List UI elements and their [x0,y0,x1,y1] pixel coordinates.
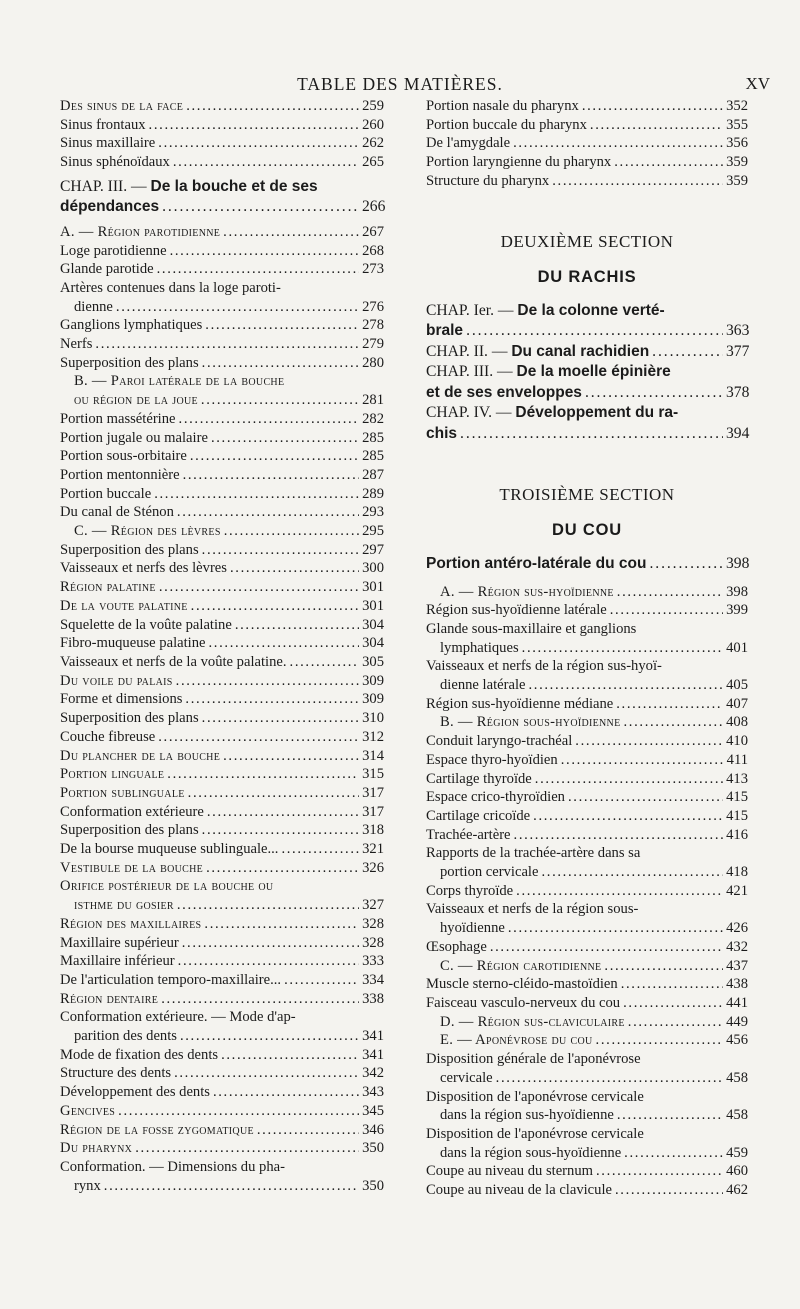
chapter-heading[interactable]: CHAP. III. — De la moelle épinière [426,363,671,381]
toc-entry[interactable]: Conformation extérieure . . . 317 [60,803,384,822]
toc-entry[interactable]: Maxillaire inférieur . . . 333 [60,952,384,971]
toc-entry[interactable]: Corps thyroïde . . . 421 [426,882,748,901]
toc-entry[interactable]: hyoïdienne . . . 426 [426,919,748,938]
toc-entry[interactable]: Portion sublinguale . . . 317 [60,784,384,803]
toc-entry[interactable]: Coupe au niveau de la clavicule . . . 462 [426,1181,748,1200]
toc-entry[interactable]: Glande parotide . . . 273 [60,260,384,279]
section-title: TROISIÈME SECTION [499,485,675,505]
toc-entry[interactable]: Œsophage . . . 432 [426,938,748,957]
toc-entry[interactable]: Superposition des plans . . . 318 [60,821,384,840]
toc-entry[interactable]: Forme et dimensions . . . 309 [60,690,384,709]
running-title: TABLE DES MATIÈRES. [297,74,503,94]
section-subtitle: DU RACHIS [537,267,637,286]
toc-entry[interactable]: Vaisseaux et nerfs des lèvres . . . 300 [60,559,384,578]
toc-entry[interactable]: Maxillaire supérieur . . . 328 [60,934,384,953]
toc-entry[interactable]: rynx . . . 350 [60,1177,384,1196]
toc-entry[interactable]: isthme du gosier . . . 327 [60,896,384,915]
toc-entry[interactable]: ou région de la joue . . . 281 [60,391,384,410]
toc-entry[interactable]: A. — Région parotidienne . . . 267 [60,223,384,242]
toc-entry[interactable]: dans la région sus-hyoïdienne . . . 458 [426,1106,748,1125]
toc-entry[interactable]: Structure des dents . . . 342 [60,1064,384,1083]
toc-entry-line: Rapports de la trachée-artère dans sa [426,845,641,862]
chapter-heading-end[interactable]: dépendances . . . 266 [60,197,384,218]
toc-entry[interactable]: Squelette de la voûte palatine . . . 304 [60,616,384,635]
toc-entry[interactable]: Sinus frontaux . . . 260 [60,116,384,135]
toc-entry[interactable]: Couche fibreuse . . . 312 [60,728,384,747]
section-subtitle: DU COU [552,521,622,540]
part-heading[interactable]: Portion antéro-latérale du cou . . . 398 [426,554,748,575]
chapter-heading[interactable]: CHAP. Ier. — De la colonne verté- [426,301,665,319]
right-column [426,97,748,1200]
toc-entry[interactable]: Portion mentonnière . . . 287 [60,466,384,485]
toc-entry[interactable]: Gencives . . . 345 [60,1102,384,1121]
toc-entry[interactable]: Du voile du palais . . . 309 [60,672,384,691]
toc-entry[interactable]: Région de la fosse zygomatique . . . 346 [60,1121,384,1140]
toc-entry[interactable]: dienne . . . 276 [60,298,384,317]
toc-entry-line: Disposition de l'aponévrose cervicale [426,1088,644,1105]
toc-entry[interactable]: dans la région sous-hyoïdienne . . . 459 [426,1144,748,1163]
toc-entry[interactable]: Développement des dents . . . 343 [60,1083,384,1102]
toc-entry[interactable]: Mode de fixation des dents . . . 341 [60,1046,384,1065]
toc-entry-line: Conformation extérieure. — Mode d'ap- [60,1009,296,1026]
toc-entry-line: Disposition générale de l'aponévrose [426,1051,641,1068]
toc-entry-line: B. — Paroi latérale de la bouche [74,373,285,390]
toc-entry[interactable]: Portion buccale . . . 289 [60,485,384,504]
toc-entry[interactable]: Sinus sphénoïdaux . . . 265 [60,153,384,172]
toc-entry[interactable]: Du canal de Sténon . . . 293 [60,503,384,522]
toc-entry[interactable]: Vaisseaux et nerfs de la voûte palatine. . . . 305 [60,653,384,672]
toc-entry[interactable]: D. — Région sus-claviculaire . . . 449 [426,1013,748,1032]
toc-entry[interactable]: Portion buccale du pharynx . . . 355 [426,116,748,135]
toc-entry-line: Vaisseaux et nerfs de la région sus-hyoï- [426,658,662,675]
toc-entry[interactable]: C. — Région carotidienne . . . 437 [426,957,748,976]
toc-entry-line: Glande sous-maxillaire et ganglions [426,620,637,637]
page-number: XV [745,74,770,93]
toc-entry[interactable]: Du plancher de la bouche . . . 314 [60,747,384,766]
left-column [60,97,384,1195]
toc-entry[interactable]: Superposition des plans . . . 280 [60,354,384,373]
chapter-heading-end[interactable]: brale . . . 363 [426,321,748,342]
toc-entry[interactable]: Nerfs . . . 279 [60,335,384,354]
toc-entry[interactable]: C. — Région des lèvres . . . 295 [60,522,384,541]
toc-entry[interactable]: De l'articulation temporo-maxillaire... . . . 334 [60,971,384,990]
toc-entry[interactable]: Sinus maxillaire . . . 262 [60,134,384,153]
toc-entry[interactable]: De l'amygdale . . . 356 [426,134,748,153]
toc-entry[interactable]: Cartilage thyroïde . . . 413 [426,770,748,789]
toc-entry[interactable]: dienne latérale . . . 405 [426,676,748,695]
toc-entry-line: Conformation. — Dimensions du pha- [60,1158,285,1175]
toc-entry[interactable]: Espace thyro-hyoïdien . . . 411 [426,751,748,770]
toc-entry[interactable]: Faisceau vasculo-nerveux du cou . . . 441 [426,994,748,1013]
toc-entry[interactable]: Portion sous-orbitaire . . . 285 [60,447,384,466]
toc-entry[interactable]: cervicale . . . 458 [426,1069,748,1088]
toc-entry[interactable]: Ganglions lymphatiques . . . 278 [60,316,384,335]
toc-entry-line: Artères contenues dans la loge paroti- [60,279,281,296]
toc-entry-line: Disposition de l'aponévrose cervicale [426,1125,644,1142]
toc-entry[interactable]: E. — Aponévrose du cou . . . 456 [426,1031,748,1050]
toc-entry[interactable]: Coupe au niveau du sternum . . . 460 [426,1162,748,1181]
toc-entry[interactable]: Portion laryngienne du pharynx . . . 359 [426,153,748,172]
toc-entry[interactable]: Région sus-hyoïdienne médiane . . . 407 [426,695,748,714]
toc-entry[interactable]: Du pharynx . . . 350 [60,1139,384,1158]
toc-entry[interactable]: Superposition des plans . . . 310 [60,709,384,728]
toc-entry[interactable]: Des sinus de la face . . . 259 [60,97,384,116]
toc-entry[interactable]: Portion linguale . . . 315 [60,765,384,784]
chapter-heading-end[interactable]: et de ses enveloppes . . . 378 [426,383,748,404]
toc-entry[interactable]: Muscle sterno-cléido-mastoïdien . . . 438 [426,975,748,994]
chapter-heading-end[interactable]: chis . . . 394 [426,424,748,445]
toc-entry[interactable]: Portion nasale du pharynx . . . 352 [426,97,748,116]
toc-entry[interactable]: B. — Région sous-hyoïdienne . . . 408 [426,713,748,732]
page-header [30,74,770,98]
toc-entry[interactable]: parition des dents . . . 341 [60,1027,384,1046]
toc-entry[interactable]: Superposition des plans . . . 297 [60,541,384,560]
toc-entry[interactable]: Portion massétérine . . . 282 [60,410,384,429]
toc-entry[interactable]: Région sus-hyoïdienne latérale . . . 399 [426,601,748,620]
toc-entry[interactable]: Fibro-muqueuse palatine . . . 304 [60,634,384,653]
toc-entry[interactable]: lymphatiques . . . 401 [426,639,748,658]
toc-entry[interactable]: Espace crico-thyroïdien . . . 415 [426,788,748,807]
toc-entry[interactable]: Structure du pharynx . . . 359 [426,172,748,191]
chapter-heading[interactable]: CHAP. II. — Du canal rachidien . . . 377 [426,342,748,363]
toc-entry[interactable]: Conduit laryngo-trachéal . . . 410 [426,732,748,751]
toc-entry[interactable]: portion cervicale . . . 418 [426,863,748,882]
chapter-heading[interactable]: CHAP. IV. — Développement du ra- [426,404,679,422]
toc-entry[interactable]: Portion jugale ou malaire . . . 285 [60,429,384,448]
toc-entry-line: Orifice postérieur de la bouche ou [60,878,274,895]
section-title: DEUXIÈME SECTION [500,231,674,251]
toc-entry[interactable]: Trachée-artère . . . 416 [426,826,748,845]
toc-entry[interactable]: De la bourse muqueuse sublinguale... . . . 321 [60,840,384,859]
toc-entry[interactable]: Région dentaire . . . 338 [60,990,384,1009]
toc-entry[interactable]: A. — Région sus-hyoïdienne . . . 398 [426,583,748,602]
toc-entry[interactable]: Loge parotidienne . . . 268 [60,242,384,261]
toc-entry[interactable]: De la voute palatine . . . 301 [60,597,384,616]
toc-entry-line: Vaisseaux et nerfs de la région sous- [426,901,639,918]
toc-entry[interactable]: Région des maxillaires . . . 328 [60,915,384,934]
chapter-heading[interactable]: CHAP. III. — De la bouche et de ses [60,177,318,195]
toc-entry[interactable]: Région palatine . . . 301 [60,578,384,597]
toc-entry[interactable]: Vestibule de la bouche . . . 326 [60,859,384,878]
toc-entry[interactable]: Cartilage cricoïde . . . 415 [426,807,748,826]
